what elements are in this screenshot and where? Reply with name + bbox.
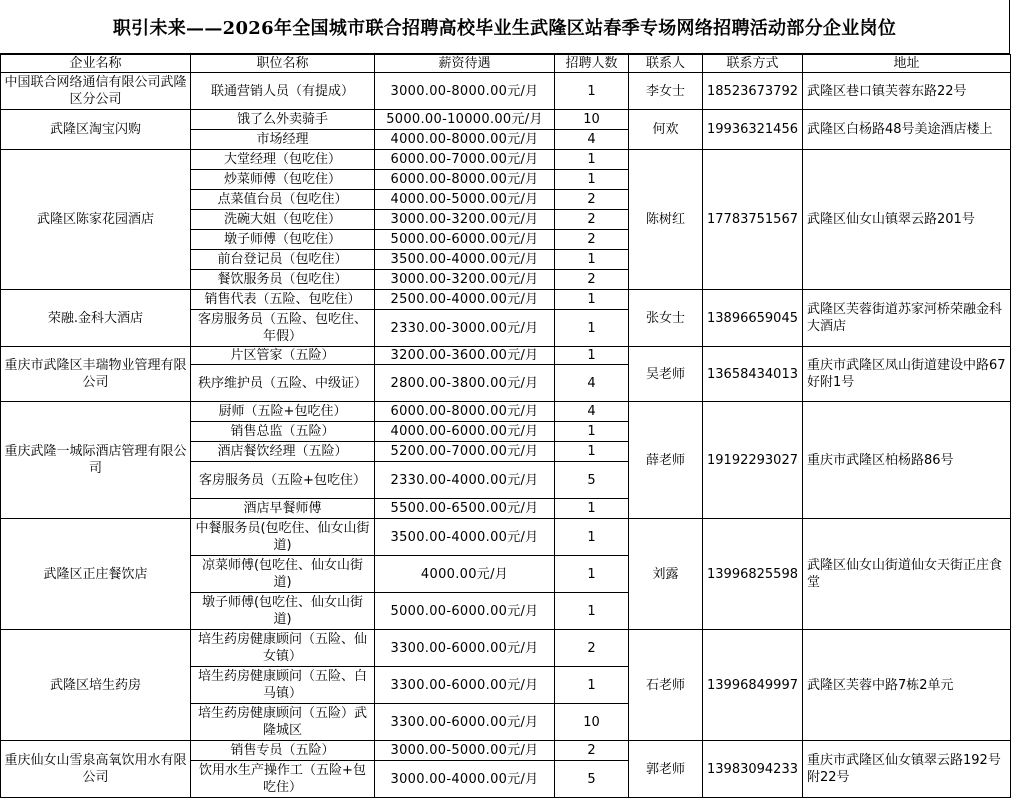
contact-person: 郭老师 xyxy=(629,741,703,798)
header-salary: 薪资待遇 xyxy=(375,55,555,73)
contact-person: 张女士 xyxy=(629,290,703,347)
salary: 3000.00-3200.00元/月 xyxy=(375,210,555,230)
hire-count: 2 xyxy=(555,741,629,761)
hire-count: 1 xyxy=(555,150,629,170)
contact-phone: 13996849997 xyxy=(703,630,803,741)
position-title: 销售专员（五险） xyxy=(191,741,375,761)
position-title: 墩子师傅(包吃住、仙女山街道) xyxy=(191,593,375,630)
position-title: 中餐服务员(包吃住、仙女山街道) xyxy=(191,519,375,556)
salary: 3000.00-4000.00元/月 xyxy=(375,761,555,798)
header-phone: 联系方式 xyxy=(703,55,803,73)
company-name: 武隆区正庄餐饮店 xyxy=(1,519,191,630)
company-name: 武隆区培生药房 xyxy=(1,630,191,741)
table-row xyxy=(1,630,1011,667)
table-row xyxy=(1,110,1011,130)
salary: 3200.00-3600.00元/月 xyxy=(375,347,555,365)
hire-count: 2 xyxy=(555,630,629,667)
position-title: 墩子师傅（包吃住） xyxy=(191,230,375,250)
salary: 3000.00-8000.00元/月 xyxy=(375,73,555,110)
salary: 5000.00-6000.00元/月 xyxy=(375,230,555,250)
hire-count: 1 xyxy=(555,499,629,519)
hire-count: 1 xyxy=(555,519,629,556)
salary: 5000.00-10000.00元/月 xyxy=(375,110,555,130)
table-row xyxy=(1,519,1011,556)
job-table xyxy=(0,54,1011,798)
hire-count: 4 xyxy=(555,365,629,402)
contact-person: 石老师 xyxy=(629,630,703,741)
table-row xyxy=(1,150,1011,170)
company-address: 武隆区巷口镇芙蓉东路22号 xyxy=(803,73,1011,110)
header-company: 企业名称 xyxy=(1,55,191,73)
salary: 3000.00-3200.00元/月 xyxy=(375,270,555,290)
salary: 4000.00元/月 xyxy=(375,556,555,593)
hire-count: 1 xyxy=(555,347,629,365)
contact-phone: 19936321456 xyxy=(703,110,803,150)
salary: 2330.00-4000.00元/月 xyxy=(375,462,555,499)
header-position: 职位名称 xyxy=(191,55,375,73)
position-title: 酒店早餐师傅 xyxy=(191,499,375,519)
salary: 6000.00-8000.00元/月 xyxy=(375,402,555,422)
hire-count: 2 xyxy=(555,230,629,250)
company-address: 武隆区白杨路48号美途酒店楼上 xyxy=(803,110,1011,150)
company-name: 重庆市武隆区丰瑞物业管理有限公司 xyxy=(1,347,191,402)
position-title: 培生药房健康顾问（五险、仙女镇） xyxy=(191,630,375,667)
hire-count: 2 xyxy=(555,210,629,230)
position-title: 酒店餐饮经理（五险） xyxy=(191,442,375,462)
contact-phone: 19192293027 xyxy=(703,402,803,519)
position-title: 前台登记员（包吃住） xyxy=(191,250,375,270)
company-address: 武隆区仙女山镇翠云路201号 xyxy=(803,150,1011,290)
salary: 6000.00-7000.00元/月 xyxy=(375,150,555,170)
contact-phone: 13983094233 xyxy=(703,741,803,798)
table-row xyxy=(1,741,1011,761)
contact-phone: 13896659045 xyxy=(703,290,803,347)
hire-count: 1 xyxy=(555,667,629,704)
hire-count: 5 xyxy=(555,462,629,499)
salary: 5200.00-7000.00元/月 xyxy=(375,442,555,462)
company-name: 荣融.金科大酒店 xyxy=(1,290,191,347)
company-address: 重庆市武隆区柏杨路86号 xyxy=(803,402,1011,519)
position-title: 培生药房健康顾问（五险、白马镇） xyxy=(191,667,375,704)
salary: 3500.00-4000.00元/月 xyxy=(375,519,555,556)
salary: 3000.00-5000.00元/月 xyxy=(375,741,555,761)
contact-phone: 18523673792 xyxy=(703,73,803,110)
salary: 3300.00-6000.00元/月 xyxy=(375,630,555,667)
salary: 4000.00-5000.00元/月 xyxy=(375,190,555,210)
position-title: 饮用水生产操作工（五险+包吃住） xyxy=(191,761,375,798)
position-title: 客房服务员（五险、包吃住、年假） xyxy=(191,310,375,347)
salary: 2330.00-3000.00元/月 xyxy=(375,310,555,347)
hire-count: 1 xyxy=(555,442,629,462)
hire-count: 1 xyxy=(555,310,629,347)
company-name: 重庆仙女山雪泉高氧饮用水有限公司 xyxy=(1,741,191,798)
sheet-title: 职引未来——2026年全国城市联合招聘高校毕业生武隆区站春季专场网络招聘活动部分企业岗位 xyxy=(0,0,1010,54)
salary: 3300.00-6000.00元/月 xyxy=(375,704,555,741)
contact-person: 薛老师 xyxy=(629,402,703,519)
position-title: 点菜值台员（包吃住） xyxy=(191,190,375,210)
header-contact: 联系人 xyxy=(629,55,703,73)
hire-count: 1 xyxy=(555,422,629,442)
hire-count: 1 xyxy=(555,593,629,630)
salary: 5500.00-6500.00元/月 xyxy=(375,499,555,519)
hire-count: 10 xyxy=(555,110,629,130)
position-title: 联通营销人员（有提成） xyxy=(191,73,375,110)
header-row xyxy=(1,55,1011,73)
table-row xyxy=(1,290,1011,310)
header-address: 地址 xyxy=(803,55,1011,73)
position-title: 凉菜师傅(包吃住、仙女山街道) xyxy=(191,556,375,593)
salary: 4000.00-8000.00元/月 xyxy=(375,130,555,150)
company-address: 武隆区芙蓉街道苏家河桥荣融金科大酒店 xyxy=(803,290,1011,347)
hire-count: 1 xyxy=(555,73,629,110)
company-address: 重庆市武隆区凤山街道建设中路67好附1号 xyxy=(803,347,1011,402)
position-title: 培生药房健康顾问（五险）武隆城区 xyxy=(191,704,375,741)
position-title: 销售总监（五险） xyxy=(191,422,375,442)
position-title: 餐饮服务员（包吃住） xyxy=(191,270,375,290)
hire-count: 5 xyxy=(555,761,629,798)
hire-count: 2 xyxy=(555,190,629,210)
position-title: 秩序维护员（五险、中级证） xyxy=(191,365,375,402)
company-address: 武隆区芙蓉中路7栋2单元 xyxy=(803,630,1011,741)
position-title: 销售代表（五险、包吃住） xyxy=(191,290,375,310)
contact-phone: 13996825598 xyxy=(703,519,803,630)
company-name: 武隆区淘宝闪购 xyxy=(1,110,191,150)
position-title: 洗碗大姐（包吃住） xyxy=(191,210,375,230)
position-title: 片区管家（五险） xyxy=(191,347,375,365)
salary: 2500.00-4000.00元/月 xyxy=(375,290,555,310)
contact-person: 李女士 xyxy=(629,73,703,110)
salary: 3500.00-4000.00元/月 xyxy=(375,250,555,270)
position-title: 市场经理 xyxy=(191,130,375,150)
company-name: 武隆区陈家花园酒店 xyxy=(1,150,191,290)
contact-phone: 13658434013 xyxy=(703,347,803,402)
contact-phone: 17783751567 xyxy=(703,150,803,290)
hire-count: 10 xyxy=(555,704,629,741)
position-title: 大堂经理（包吃住） xyxy=(191,150,375,170)
company-name: 重庆武隆一城际酒店管理有限公司 xyxy=(1,402,191,519)
position-title: 厨师（五险+包吃住） xyxy=(191,402,375,422)
position-title: 饿了么外卖骑手 xyxy=(191,110,375,130)
salary: 5000.00-6000.00元/月 xyxy=(375,593,555,630)
hire-count: 4 xyxy=(555,402,629,422)
hire-count: 1 xyxy=(555,556,629,593)
position-title: 炒菜师傅（包吃住） xyxy=(191,170,375,190)
hire-count: 1 xyxy=(555,290,629,310)
hire-count: 4 xyxy=(555,130,629,150)
salary: 3300.00-6000.00元/月 xyxy=(375,667,555,704)
company-address: 武隆区仙女山街道仙女天街正庄食堂 xyxy=(803,519,1011,630)
table-row xyxy=(1,347,1011,365)
contact-person: 陈树红 xyxy=(629,150,703,290)
contact-person: 刘露 xyxy=(629,519,703,630)
table-row xyxy=(1,73,1011,110)
table-row xyxy=(1,402,1011,422)
contact-person: 何欢 xyxy=(629,110,703,150)
contact-person: 吴老师 xyxy=(629,347,703,402)
hire-count: 2 xyxy=(555,270,629,290)
position-title: 客房服务员（五险+包吃住） xyxy=(191,462,375,499)
salary: 4000.00-6000.00元/月 xyxy=(375,422,555,442)
hire-count: 1 xyxy=(555,170,629,190)
company-name: 中国联合网络通信有限公司武隆区分公司 xyxy=(1,73,191,110)
company-address: 重庆市武隆区仙女镇翠云路192号附22号 xyxy=(803,741,1011,798)
hire-count: 1 xyxy=(555,250,629,270)
header-count: 招聘人数 xyxy=(555,55,629,73)
salary: 6000.00-8000.00元/月 xyxy=(375,170,555,190)
salary: 2800.00-3800.00元/月 xyxy=(375,365,555,402)
